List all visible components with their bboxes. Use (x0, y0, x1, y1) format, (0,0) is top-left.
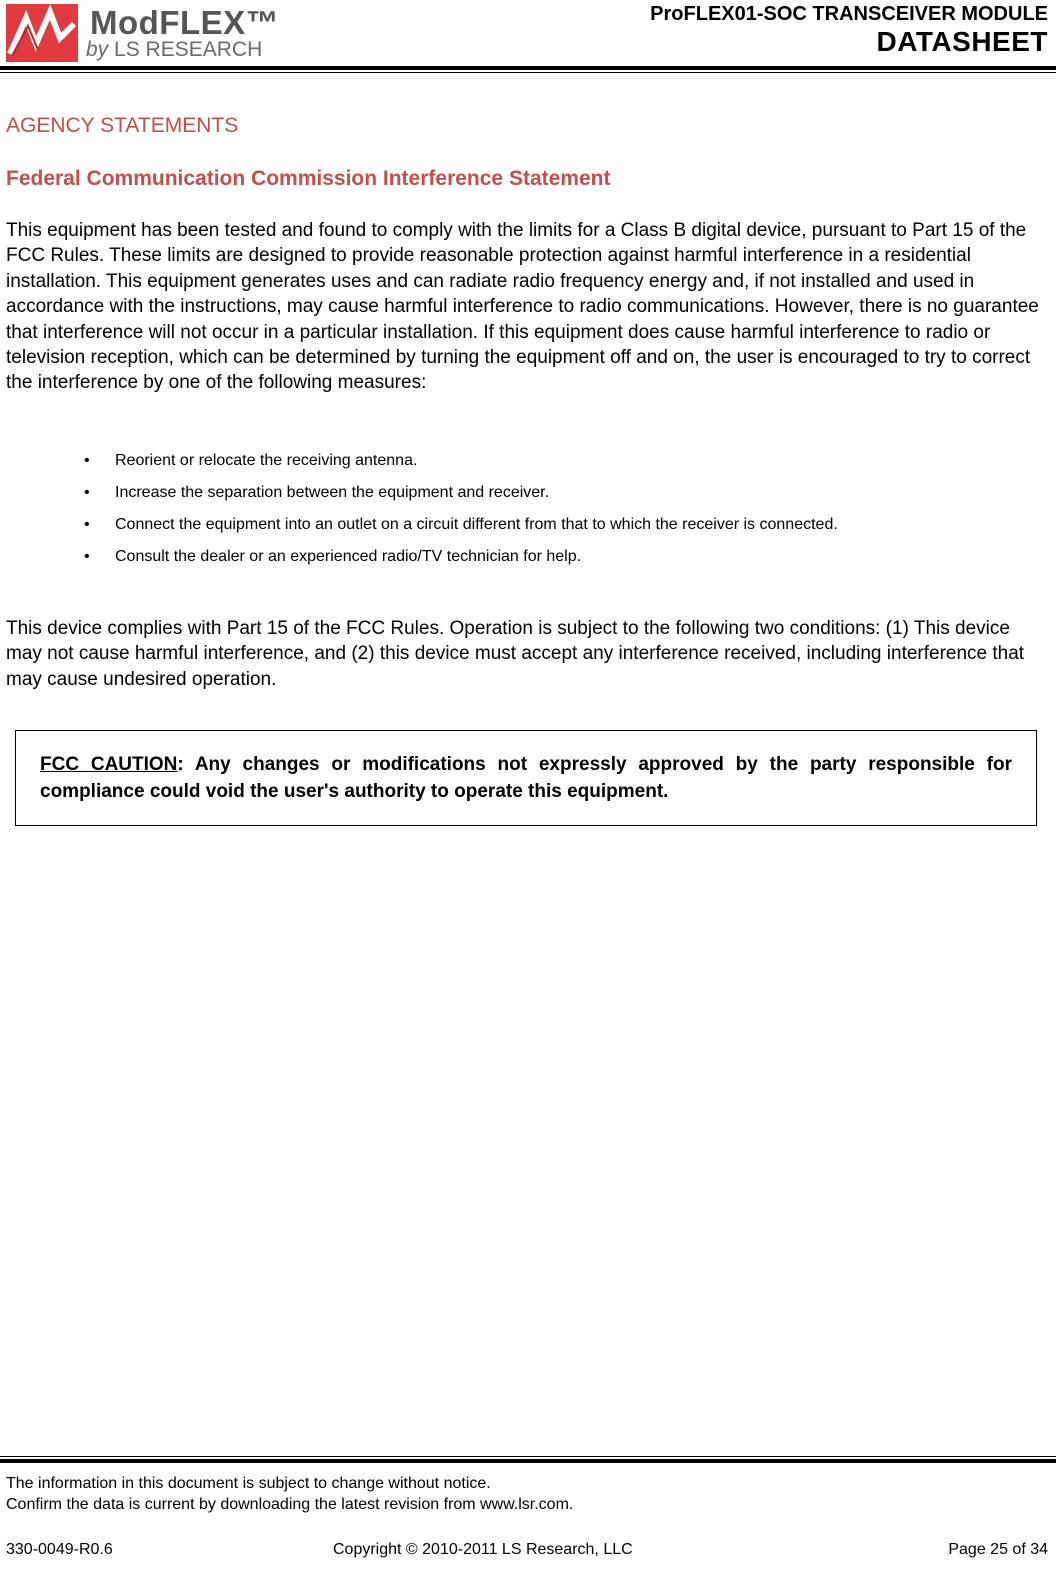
document-title (650, 2, 1048, 58)
bullet-icon: • (84, 484, 90, 501)
list-item-text: Increase the separation between the equipment and receiver. (115, 484, 550, 501)
logo-company: LS RESEARCH (114, 38, 263, 61)
list-item (0, 451, 980, 471)
list-item (0, 483, 980, 503)
list-item-text: Consult the dealer or an experienced radio/TV technician for help. (115, 548, 582, 565)
bullet-icon: • (84, 548, 90, 565)
footer-divider-thin (0, 1456, 1056, 1457)
interference-paragraph: This equipment has been tested and found to comply with the limits for a Class B digital device, pursuant to Part 15 of the FCC Rules. These limits are designed to provide reasonable protection against harmful interference in a residential installation. This equipment generates uses and can radiate radio frequency energy and, if not installed and used in accordance with the instructions, may cause harmful interference to radio communications. However, there is no guarantee that interference will not occur in a particular installation. If this equipment does cause harmful interference to radio or television reception, which can be determined by turning the equipment off and on, the user is encouraged to try to correct the interference by one of the following measures: (6, 220, 1039, 394)
list-item (0, 547, 980, 567)
fcc-caution-label: FCC CAUTION (40, 754, 178, 775)
fcc-caution-box (15, 730, 1037, 826)
page-header (0, 0, 1056, 74)
footer-notice-line2: Confirm the data is current by downloading the latest revision from www.lsr.com. (6, 1496, 574, 1513)
measures-list (0, 451, 1056, 579)
fcc-caution-body: : Any changes or modifications not expressly approved by the party responsible for compliance could void the user's authority to operate this equipment. (40, 754, 1012, 802)
list-item (0, 515, 980, 535)
fcc-caution-text (40, 751, 1012, 805)
section-title: AGENCY STATEMENTS (6, 114, 239, 137)
list-item-text: Reorient or relocate the receiving antenna. (115, 452, 418, 469)
logo-by: by (86, 38, 109, 61)
bullet-icon: • (84, 516, 90, 533)
list-item-text: Connect the equipment into an outlet on a circuit different from that to which the receiver is connected. (115, 516, 838, 533)
compliance-paragraph: This device complies with Part 15 of the FCC Rules. Operation is subject to the following two conditions: (1) This device may not cause harmful interference, and (2) this device must accept any interference received, including interference that may cause undesired operation. (6, 618, 1025, 690)
header-divider-thin (0, 72, 1056, 73)
document-title-line2: DATASHEET (876, 26, 1048, 57)
footer-page-number: Page 25 of 34 (948, 1541, 1048, 1558)
logo-company-name (86, 38, 262, 62)
document-title-line1: ProFLEX01-SOC TRANSCEIVER MODULE (650, 3, 1048, 25)
bullet-icon: • (84, 452, 90, 469)
footer-divider-thick (0, 1459, 1056, 1463)
footer-copyright: Copyright © 2010-2011 LS Research, LLC (333, 1541, 633, 1558)
subsection-title: Federal Communication Commission Interference Statement (6, 167, 611, 190)
footer-doc-number: 330-0049-R0.6 (6, 1541, 113, 1558)
modflex-logo (6, 4, 296, 64)
header-divider-thick (0, 66, 1056, 70)
logo-product-name: ModFLEX™ (90, 4, 280, 41)
modflex-logo-icon (6, 4, 78, 62)
footer-notice-line1: The information in this document is subject to change without notice. (6, 1475, 491, 1492)
